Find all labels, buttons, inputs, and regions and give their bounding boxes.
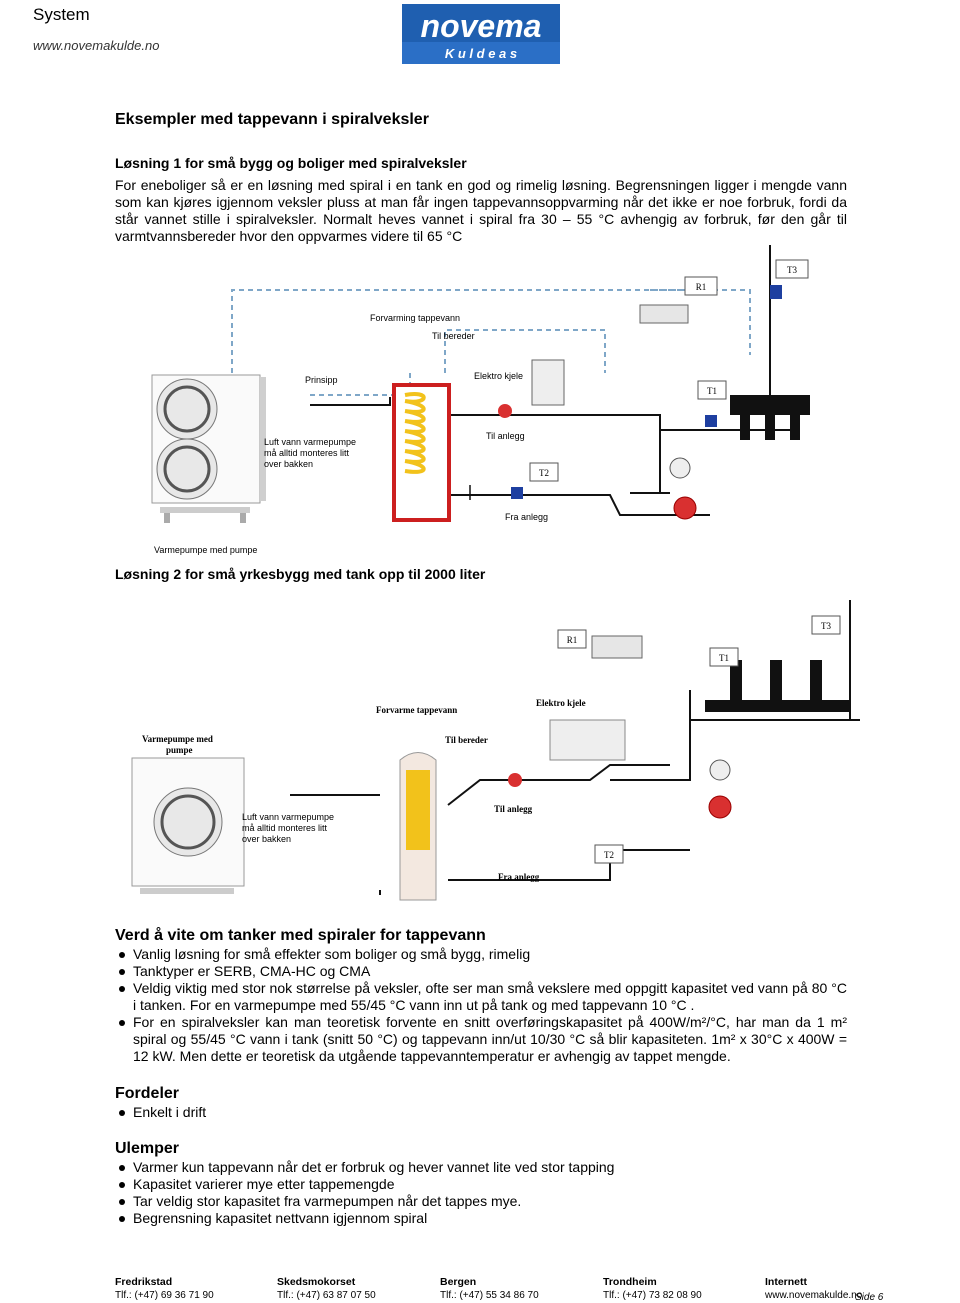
header-section: System — [33, 5, 90, 24]
pros-heading: Fordeler — [115, 1085, 180, 1102]
facts-item: For en spiralveksler kan man teoretisk forvente en snitt overføringskapasitet på 400W/m²/°C, har man da 1 m² spiral og 55/45 °C vann i tank (snitt 50 °C) og tappevann inn/ut 10/30 °C så blir kapasiteten. 1m² x 30°C x 400W = 12 kW. Men dette er teoretisk da utgående tappevanntemperatur er avhengig av tappet mengde. — [115, 1014, 847, 1065]
solution2-diagram — [130, 600, 860, 920]
svg-text:Luft vann varmepumpe: Luft vann varmepumpe — [242, 812, 335, 822]
pros-list — [115, 1104, 847, 1121]
svg-text:Luft vann varmepumpe: Luft vann varmepumpe — [264, 437, 357, 447]
svg-text:R1: R1 — [566, 635, 578, 645]
cons-item: Tar veldig stor kapasitet fra varmepumpen når det tappes mye. — [115, 1193, 847, 1210]
svg-text:T1: T1 — [719, 653, 729, 663]
svg-text:Til bereder: Til bereder — [432, 331, 475, 341]
svg-text:Varmepumpe med pumpe: Varmepumpe med pumpe — [154, 545, 258, 555]
svg-text:T3: T3 — [821, 621, 831, 631]
solution1-body: For eneboliger så er en løsning med spiral i en tank en god og rimelig løsning. Begrensningen ligger i mengde vann som kan kjøres igjennom veksler pluss at man får ingen tappevannsoppvarming når det ikke er noe forbruk, fordi da står vannet stille i spiralveksler. Normalt heves vannet i spiral fra 30 – 55 °C avhengig av forbruk, før den går til varmtvannsbereder hvor den oppvarmes videre til 65 °C — [115, 177, 847, 244]
facts-item: Tanktyper er SERB, CMA-HC og CMA — [115, 963, 847, 980]
svg-text:Til anlegg: Til anlegg — [486, 431, 525, 441]
footer-internet[interactable]: Internett www.novemakulde.no — [765, 1276, 863, 1301]
svg-text:må alltid monteres litt: må alltid monteres litt — [264, 448, 350, 458]
svg-text:T2: T2 — [604, 850, 614, 860]
svg-text:over bakken: over bakken — [242, 834, 292, 844]
cons-heading: Ulemper — [115, 1140, 180, 1157]
footer-office: Skedsmokorset Tlf.: (+47) 63 87 07 50 — [277, 1276, 376, 1301]
solution2-heading: Løsning 2 for små yrkesbygg med tank opp til 2000 liter — [115, 566, 486, 582]
svg-text:over bakken: over bakken — [264, 459, 314, 469]
novema-logo — [402, 4, 560, 64]
cons-item: Begrensning kapasitet nettvann igjennom spiral — [115, 1210, 847, 1227]
facts-item: Veldig viktig med stor nok størrelse på veksler, ofte ser man små vekslere med oppgitt kapasitet ved vann på 80 °C i tanken. For en varmepumpe med 55/45 °C vann inn ut på tank og med tappevann 10 °C . — [115, 980, 847, 1014]
footer-office: Trondheim Tlf.: (+47) 73 82 08 90 — [603, 1276, 702, 1301]
solution1-heading: Løsning 1 for små bygg og boliger med spiralveksler — [115, 155, 467, 171]
page-number: Side 6 — [855, 1292, 884, 1303]
cons-list — [115, 1159, 847, 1227]
footer-office: Bergen Tlf.: (+47) 55 34 86 70 — [440, 1276, 539, 1301]
svg-text:Forvarming tappevann: Forvarming tappevann — [370, 313, 461, 323]
svg-text:Til anlegg: Til anlegg — [494, 804, 533, 814]
svg-text:Til bereder: Til bereder — [445, 735, 488, 745]
svg-text:Elektro kjele: Elektro kjele — [474, 371, 524, 381]
svg-text:K u l d e a s: K u l d e a s — [444, 46, 518, 61]
svg-text:Elektro kjele: Elektro kjele — [536, 698, 586, 708]
cons-item: Varmer kun tappevann når det er forbruk og hever vannet lite ved stor tapping — [115, 1159, 847, 1176]
svg-text:Prinsipp: Prinsipp — [305, 375, 338, 385]
svg-text:T1: T1 — [707, 386, 717, 396]
svg-text:R1: R1 — [695, 282, 707, 292]
pros-item: Enkelt i drift — [115, 1104, 847, 1121]
facts-item: Vanlig løsning for små effekter som boliger og små bygg, rimelig — [115, 946, 847, 963]
facts-heading: Verd å vite om tanker med spiraler for tappevann — [115, 927, 486, 944]
svg-text:må alltid monteres litt: må alltid monteres litt — [242, 823, 328, 833]
svg-text:T3: T3 — [787, 265, 797, 275]
header-url[interactable]: www.novemakulde.no — [33, 38, 160, 53]
svg-text:Fra anlegg: Fra anlegg — [498, 872, 540, 882]
svg-text:Fra anlegg: Fra anlegg — [505, 512, 549, 522]
cons-item: Kapasitet varierer mye etter tappemengde — [115, 1176, 847, 1193]
solution1-diagram — [150, 245, 810, 557]
svg-text:Varmepumpe med: Varmepumpe med — [142, 734, 213, 744]
facts-list — [115, 946, 847, 1065]
svg-text:T2: T2 — [539, 468, 549, 478]
svg-text:novema: novema — [420, 8, 542, 44]
svg-text:Forvarme tappevann: Forvarme tappevann — [376, 705, 458, 715]
svg-text:pumpe: pumpe — [166, 745, 193, 755]
footer-office: Fredrikstad Tlf.: (+47) 69 36 71 90 — [115, 1276, 214, 1301]
page-title: Eksempler med tappevann i spiralveksler — [115, 111, 429, 128]
